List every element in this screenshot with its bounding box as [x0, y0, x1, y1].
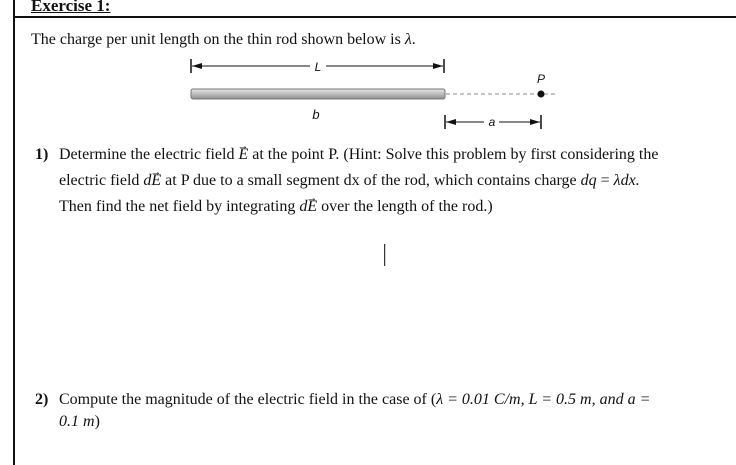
lambda-symbol: λ: [404, 31, 412, 48]
q2-line2: [35, 411, 735, 433]
q1-lambda-dx: λdx.: [613, 172, 640, 189]
question-2-number: 2): [35, 391, 49, 408]
title-underline-rule: [13, 16, 736, 18]
intro-period: .: [411, 31, 416, 48]
q2-values-2: 0.1 m: [59, 413, 95, 430]
distance-label: a: [488, 115, 496, 129]
field-vector-e: → E: [238, 146, 248, 163]
q1-line3-a: Then find the net field by integrating: [59, 198, 300, 215]
q1-line1-a: Determine the electric field: [59, 146, 239, 163]
q1-line2-a: electric field: [59, 172, 144, 189]
q1-line3: [35, 194, 725, 220]
intro-text: [31, 31, 416, 49]
left-border-line: [13, 0, 15, 465]
rod-diagram: [160, 55, 580, 135]
q1-line1-b: at the point P. (Hint: Solve this problem by first considering the: [248, 146, 659, 163]
question-2: [35, 389, 735, 433]
question-1-number: 1): [35, 146, 49, 163]
point-p-dot: [538, 91, 545, 98]
q1-line2-b: at P due to a small segment dx of the rod, which contains charge: [161, 172, 581, 189]
length-label: L: [314, 60, 322, 74]
intro-sentence: The charge per unit length on the thin rod shown below is: [31, 31, 405, 48]
q2-close-paren: ): [94, 413, 100, 430]
field-vector-de: → E: [151, 172, 161, 189]
text-cursor: ⏐: [379, 243, 391, 267]
point-p-label: P: [536, 72, 546, 86]
q1-dq: dq: [580, 172, 597, 189]
charge-label: q: [312, 109, 320, 124]
q1-line3-b: over the length of the rod.): [317, 198, 493, 215]
q2-values-1: λ = 0.01 C/m, L = 0.5 m, and a =: [436, 391, 651, 408]
exercise-title: Exercise 1:: [31, 0, 111, 15]
question-1: [35, 142, 725, 220]
q1-equals: =: [596, 172, 614, 189]
field-vector-de-2: → E: [307, 198, 317, 215]
q1-d-symbol-2: d: [299, 198, 308, 215]
charged-rod: [191, 89, 445, 99]
q1-d-symbol: d: [143, 172, 152, 189]
q2-line1-a: Compute the magnitude of the electric field in the case of (: [59, 391, 437, 408]
q1-line2: [35, 168, 725, 194]
